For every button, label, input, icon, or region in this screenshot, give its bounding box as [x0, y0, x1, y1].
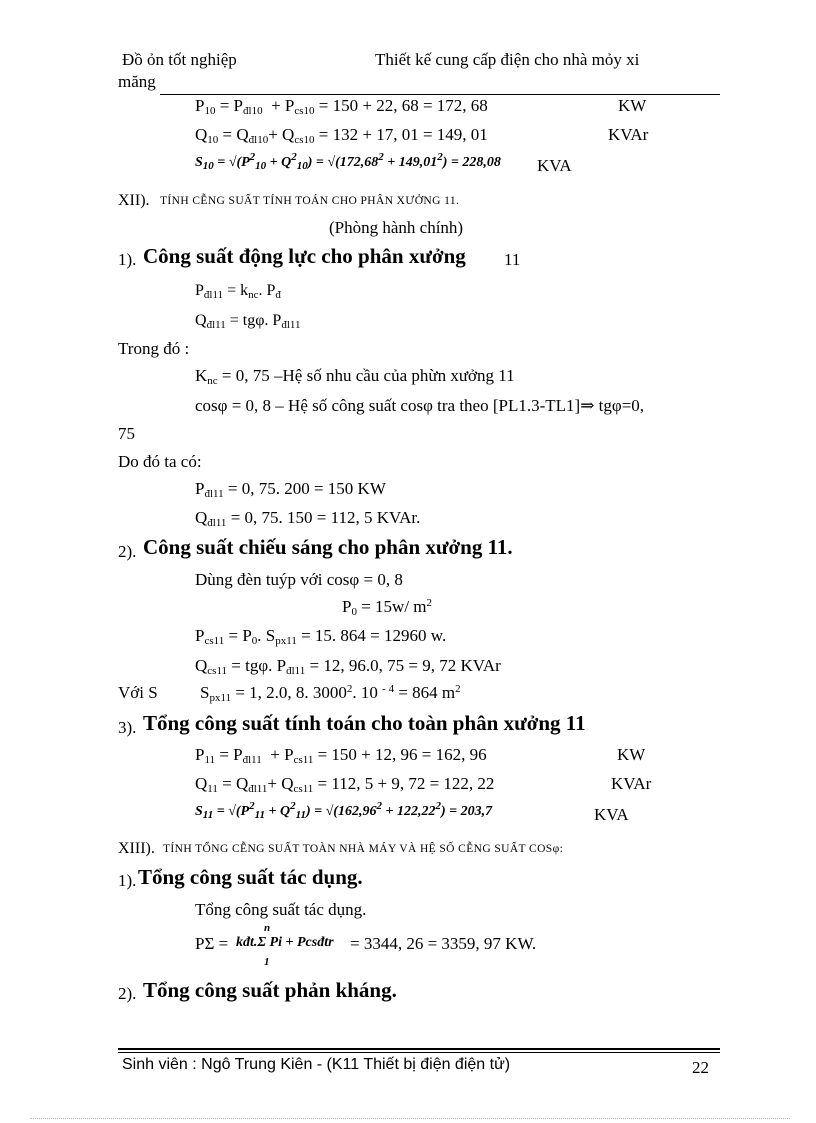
pdl-value: $P_{đl11} = 0$, 75. 200 = 150 KW	[195, 479, 386, 500]
header-rule	[160, 94, 720, 95]
qdl-value: $Q_{đl11} = 0$, 75. 150 = 112, 5 KVAr.	[195, 508, 421, 529]
footer-student: Sinh viên : Ngô Trung Kiên - (K11 Thiết bị điện điện tử)	[122, 1056, 511, 1073]
s13-part2-number: 2).	[118, 984, 137, 1003]
q10-formula: $Q_{10} = Q_{đl10}+ Q_{cs10} = 132 + 17$, 01 = 149, 01	[195, 125, 488, 146]
knc-line: $K_{nc} = 0$, 75 –Hệ số nhu cầu của phừn xưởng 11	[195, 366, 515, 387]
part2-title: Công suất chiếu sáng cho phân xưởng 11.	[143, 535, 513, 559]
section12-subtitle: (Phòng hành chính)	[329, 218, 464, 237]
with-s-label: Với S	[118, 683, 158, 702]
part1-suffix: 11	[504, 250, 521, 269]
psum-rhs: = 3344, 26 = 3359, 97 KW.	[350, 934, 537, 953]
p11-formula: $P_{11} = P_{đl11} + P_{cs11} = 150 + 12$, 96 = 162, 96	[195, 745, 487, 766]
part1-title: Công suất động lực cho phân xưởng	[143, 244, 466, 268]
s13-part1-number: 1).	[118, 871, 137, 890]
active-intro: Tổng công suất tác dụng.	[195, 900, 367, 919]
q11-unit: KVAr	[611, 774, 652, 793]
sum-bottom-index: 1	[264, 956, 270, 968]
s10-unit: KVA	[537, 156, 572, 175]
header-left: Đồ ỏn tốt nghiệp	[122, 50, 237, 69]
section13-title: TÍNH TỔNG CỄNG SUẤT TOÀN NHÀ MÁY VÀ HỆ SỐ CỄNG SUẤT COSφ:	[163, 843, 564, 855]
qcs-line: $Q_{cs11} = tg\varphi$. $P_{đl11} = 12$, 96.0, 75 = 9, 72 KVAr	[195, 656, 501, 677]
footer-rule-top	[118, 1048, 720, 1050]
p10-formula: $P_{10} = P_{đl10} + P_{cs10} = 150 + 22$, 68 = 172, 68	[195, 96, 488, 117]
cos-wrap: 75	[118, 424, 135, 443]
therefore-label: Do đó ta có:	[118, 452, 202, 471]
section12-title: TÍNH CỄNG SUẤT TÍNH TOÁN CHO PHÂN XƯỞNG 11.	[160, 195, 460, 207]
s13-part2-title: Tổng công suất phản kháng.	[143, 978, 397, 1002]
pdl-formula: $P_{đl11} = k_{nc}$. $P_đ$	[195, 282, 281, 301]
cos-line: cosφ = 0, 8 – Hệ số công suất cosφ tra theo [PL1.3-TL1]⇒ tgφ=0,	[195, 396, 645, 415]
part2-number: 2).	[118, 542, 137, 561]
p10-unit: KW	[618, 96, 647, 115]
section13-number: XIII).	[118, 840, 155, 857]
sum-top-index: n	[264, 922, 271, 934]
psum-formula: kđt.Σ Pi + Pcsđtr	[236, 935, 334, 950]
p11-unit: KW	[617, 745, 646, 764]
header-wrap: măng	[118, 72, 156, 91]
where-label: Trong đó :	[118, 339, 190, 358]
q10-unit: KVAr	[608, 125, 649, 144]
p0-line: $P_0 = 15w/$ $m^2$	[342, 597, 433, 618]
section12-number: XII).	[118, 192, 150, 209]
s11-formula: $S_{11} = √(P^2_{11} + Q^2_{11}) = √(162,96^2 + 122,22^2) = 203,7$	[195, 800, 493, 821]
q11-formula: $Q_{11} = Q_{đl11}+ Q_{cs11} = 112$, 5 + 9, 72 = 122, 22	[195, 774, 495, 795]
footer-rule-bottom	[118, 1052, 720, 1053]
s13-part1-title: Tổng công suất tác dụng.	[138, 865, 363, 889]
part3-number: 3).	[118, 718, 137, 737]
part1-number: 1).	[118, 250, 137, 269]
footer-page-number: 22	[692, 1058, 709, 1077]
s10-formula: $S_{10} = √(P^2_{10} + Q^2_{10}) = √(172,68^2 + 149,01^2) = 228,08$	[195, 151, 501, 172]
pcs-line: $P_{cs11} = P_0$. $S_{px11} = 15$. 864 = 12960 w.	[195, 626, 447, 647]
psum-lhs: PΣ =	[195, 934, 229, 953]
part3-title: Tổng công suất tính toán cho toàn phân xưởng 11	[143, 711, 586, 735]
header-right: Thiết kế cung cấp điện cho nhà mỏy xi	[375, 50, 640, 69]
spx-line: $S_{px11} = 1$, 2.0, 8. 3000$^2$. 10 $^{- 4}$ = 864 $m^2$	[200, 683, 461, 704]
lamp-line: Dùng đèn tuýp với cosφ = 0, 8	[195, 570, 403, 589]
page-bottom-dotted-line	[30, 1118, 790, 1119]
qdl-formula: $Q_{đl11} = tg\varphi$. $P_{đl11}$	[195, 312, 301, 331]
s11-unit: KVA	[594, 805, 629, 824]
